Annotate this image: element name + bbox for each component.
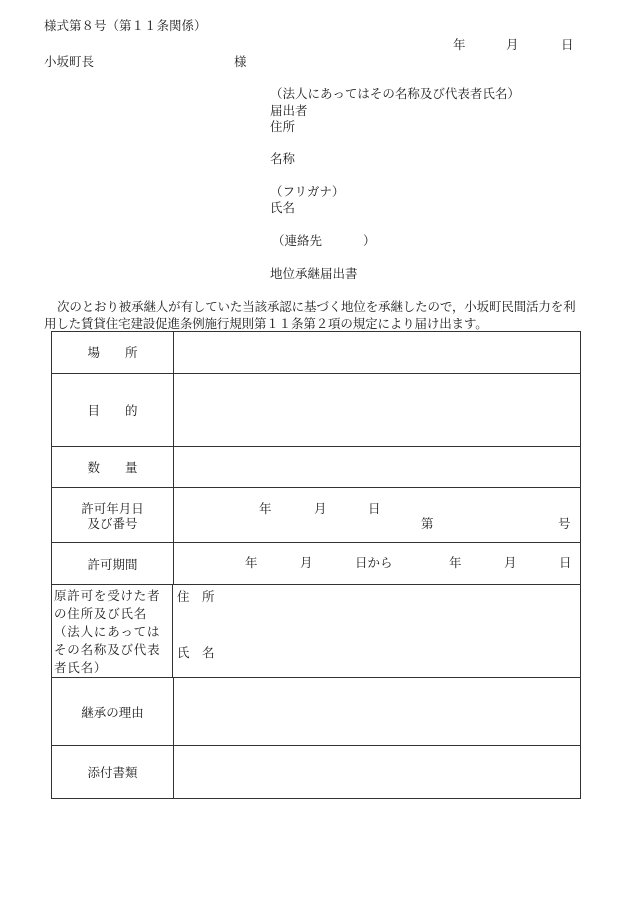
applicant-label: 届出者 (270, 103, 308, 118)
label-permit-date (52, 488, 174, 543)
row-quantity (52, 446, 580, 488)
body-paragraph: 次のとおり被承継人が有していた当該承認に基づく地位を承継したので，小坂町民間活力を利用した賃貸住宅建設促進条例施行規則第１１条第２項の規定により届け出ます。 (44, 299, 576, 331)
permit-no-prefix: 第 (421, 516, 434, 531)
document-title: 地位承継届出書 (270, 266, 358, 281)
row-original-holder (52, 584, 580, 678)
label-permit-date-line2: 及び番号 (87, 515, 138, 531)
permit-month: 月 (314, 501, 327, 516)
permit-year: 年 (259, 501, 272, 516)
label-location: 場 所 (52, 332, 174, 373)
row-attachments (52, 745, 580, 799)
form-id: 様式第８号（第１１条関係） (44, 18, 207, 33)
addressee-honorific: 様 (234, 54, 247, 69)
permit-no-suffix: 号 (558, 516, 571, 531)
period-day2: 日 (559, 555, 572, 570)
row-period (52, 542, 580, 585)
applicant-address-label: 住所 (270, 119, 296, 134)
date-year: 年 (453, 37, 466, 52)
period-from: 日から (355, 555, 393, 570)
permit-day: 日 (368, 501, 381, 516)
oh-name-label: 氏 名 (177, 645, 215, 660)
applicant-company-label: 名称 (270, 151, 296, 166)
label-original-holder: 原許可を受けた者の住所及び氏名（法人にあってはその名称及び代表者氏名） (52, 585, 173, 678)
label-attachments: 添付書類 (52, 746, 174, 799)
applicant-note: （法人にあってはその名称及び代表者氏名） (270, 86, 520, 101)
row-reason (52, 677, 580, 746)
row-permit-date (52, 487, 580, 543)
form-table (51, 331, 581, 799)
label-purpose: 目 的 (52, 374, 174, 447)
applicant-furigana-label: （フリガナ） (270, 184, 345, 199)
date-day: 日 (561, 37, 574, 52)
applicant-contact-open: （連絡先 (272, 233, 323, 248)
row-location (52, 332, 580, 373)
addressee-name: 小坂町長 (44, 54, 95, 69)
period-month2: 月 (504, 555, 517, 570)
period-year2: 年 (449, 555, 462, 570)
row-purpose (52, 373, 580, 447)
period-year1: 年 (245, 555, 258, 570)
label-reason: 継承の理由 (52, 678, 174, 746)
applicant-name-label: 氏名 (270, 200, 296, 215)
label-period: 許可期間 (52, 543, 174, 585)
applicant-contact-close: ） (363, 233, 376, 248)
date-month: 月 (506, 37, 519, 52)
oh-address-label: 住 所 (177, 589, 215, 604)
label-quantity: 数 量 (52, 447, 174, 488)
label-permit-date-line1: 許可年月日 (81, 500, 144, 516)
period-month1: 月 (300, 555, 313, 570)
